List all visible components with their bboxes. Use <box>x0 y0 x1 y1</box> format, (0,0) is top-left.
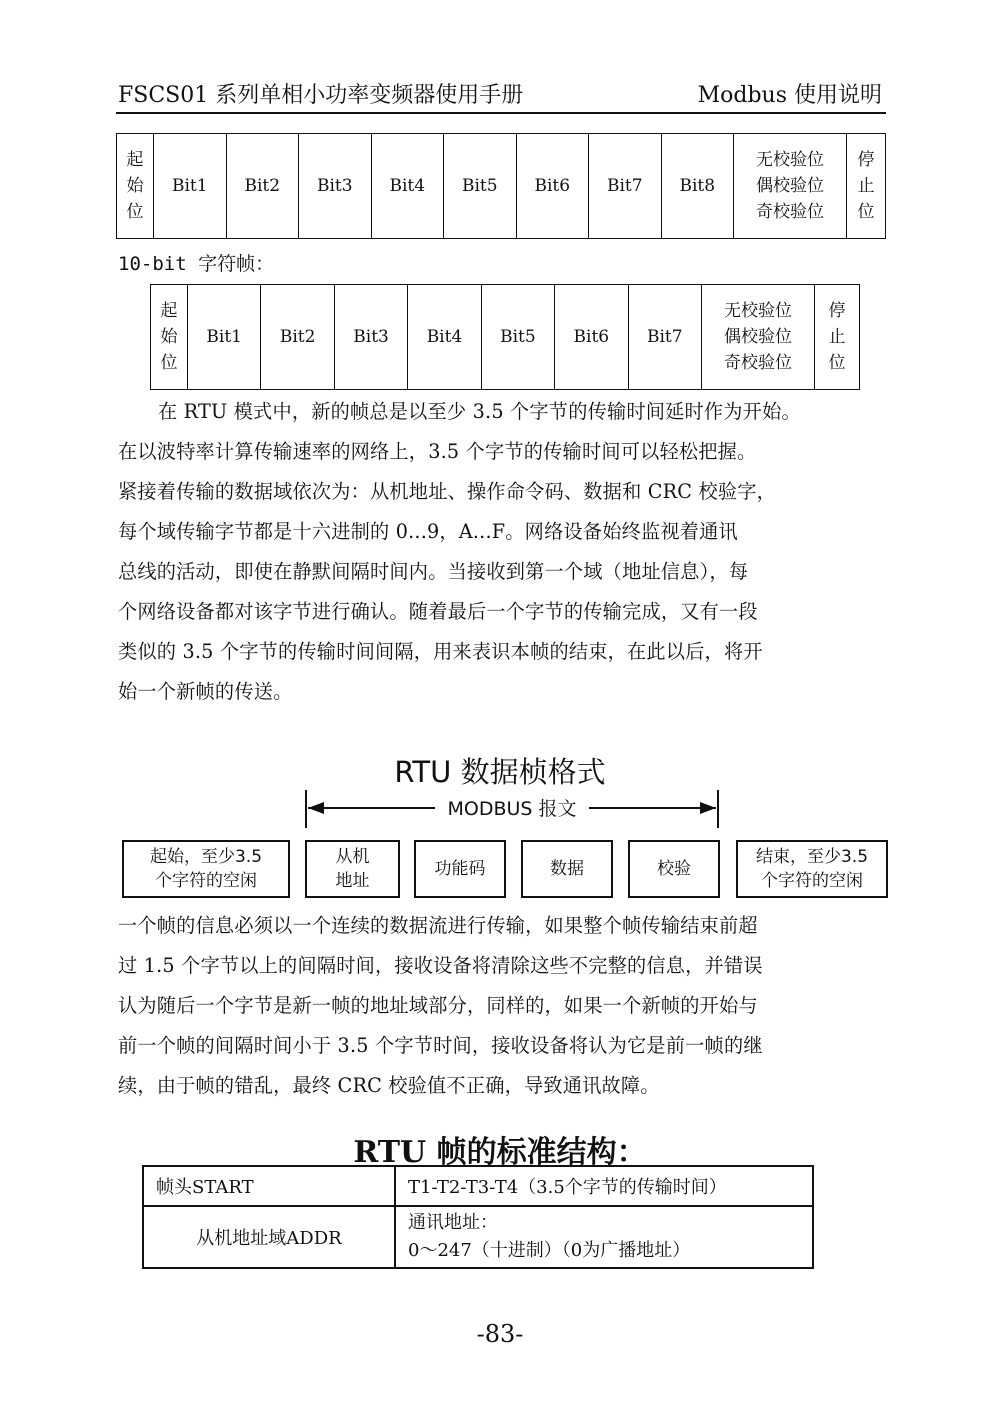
bit-cell: Bit2 <box>226 134 299 239</box>
data-box: 数据 <box>521 840 613 898</box>
bit-cell: Bit6 <box>516 134 589 239</box>
bit-cell: Bit1 <box>154 134 227 239</box>
text-line: 始一个新帧的传送。 <box>118 680 293 703</box>
text-line: 总线的活动，即使在静默间隔时间内。当接收到第一个域（地址信息），每 <box>118 560 749 583</box>
header-title: FSCS01 系列单相小功率变频器使用手册 <box>118 83 524 108</box>
diagram-title: RTU 数据桢格式 <box>394 755 606 789</box>
bit-cell: Bit3 <box>299 134 372 239</box>
text-line: 过 1.5 个字节以上的间隔时间，接收设备将清除这些不完整的信息，并错误 <box>118 954 763 977</box>
function-code-box: 功能码 <box>414 840 506 898</box>
text-line: 类似的 3.5 个字节的传输时间间隔，用来表识本帧的结束，在此以后，将开 <box>118 640 763 663</box>
bit-cell: Bit7 <box>589 134 662 239</box>
bit-cell: Bit1 <box>188 285 261 390</box>
text-line: 个网络设备都对该字节进行确认。随着最后一个字节的传输完成，又有一段 <box>118 600 758 623</box>
text-line: 认为随后一个字节是新一帧的地址域部分，同样的，如果一个新帧的开始与 <box>118 994 758 1017</box>
field-cell: 从机地址域ADDR <box>143 1206 395 1268</box>
table-row <box>143 1166 813 1206</box>
desc-cell: T1-T2-T3-T4（3.5个字节的传输时间） <box>395 1166 813 1206</box>
checksum-box: 校验 <box>628 840 720 898</box>
bit-cell: Bit4 <box>408 285 481 390</box>
bit-cell: Bit3 <box>334 285 407 390</box>
start-bit-cell: 起 始 位 <box>151 285 188 390</box>
end-idle-box: 结束，至少3.5 个字符的空闲 <box>736 840 888 898</box>
rtu-mode-paragraph <box>118 392 886 712</box>
start-bit-cell: 起 始 位 <box>117 134 154 239</box>
header-section: Modbus 使用说明 <box>697 83 882 108</box>
text-line: 在以波特率计算传输速率的网络上，3.5 个字节的传输时间可以轻松把握。 <box>118 440 757 463</box>
text-line: 每个域传输字节都是十六进制的 0...9，A...F。网络设备始终监视着通讯 <box>118 520 738 543</box>
frame-11bit-table <box>116 133 886 239</box>
message-label: MODBUS 报文 <box>305 794 719 821</box>
field-cell: 帧头START <box>143 1166 395 1206</box>
frame-10bit-label: 10-bit 字符帧： <box>118 253 275 275</box>
bit-cell: Bit4 <box>371 134 444 239</box>
bit-cell: Bit2 <box>261 285 334 390</box>
frame-10bit-table <box>150 284 860 390</box>
bit-cell: Bit6 <box>555 285 628 390</box>
section-title: RTU 帧的标准结构： <box>353 1135 647 1170</box>
slave-address-box: 从机 地址 <box>305 840 400 898</box>
bit-cell: Bit7 <box>628 285 701 390</box>
page-number: -83- <box>476 1320 524 1348</box>
text-line: 紧接着传输的数据域依次为：从机地址、操作命令码、数据和 CRC 校验字， <box>118 480 777 503</box>
rtu-structure-table <box>142 1165 814 1269</box>
bit-cell: Bit5 <box>481 285 554 390</box>
stop-bit-cell: 停 止 位 <box>815 285 860 390</box>
text-line: 续，由于帧的错乱，最终 CRC 校验值不正确，导致通讯故障。 <box>118 1074 660 1097</box>
bit-cell: Bit8 <box>661 134 734 239</box>
text-line: 前一个帧的间隔时间小于 3.5 个字节时间，接收设备将认为它是前一帧的继 <box>118 1034 763 1057</box>
header-rule <box>116 112 886 114</box>
table-row <box>143 1206 813 1268</box>
text-line: 一个帧的信息必须以一个连续的数据流进行传输，如果整个帧传输结束前超 <box>118 914 758 937</box>
parity-cell: 无校验位 偶校验位 奇校验位 <box>734 134 847 239</box>
frame-continuity-paragraph <box>118 906 886 1106</box>
stop-bit-cell: 停 止 位 <box>847 134 886 239</box>
start-idle-box: 起始，至少3.5 个字符的空闲 <box>122 840 290 898</box>
bit-cell: Bit5 <box>444 134 517 239</box>
text-line: 在 RTU 模式中，新的帧总是以至少 3.5 个字节的传输时间延时作为开始。 <box>158 400 801 423</box>
parity-cell: 无校验位 偶校验位 奇校验位 <box>702 285 815 390</box>
desc-cell: 通讯地址： 0～247（十进制）（0为广播地址） <box>395 1206 813 1268</box>
